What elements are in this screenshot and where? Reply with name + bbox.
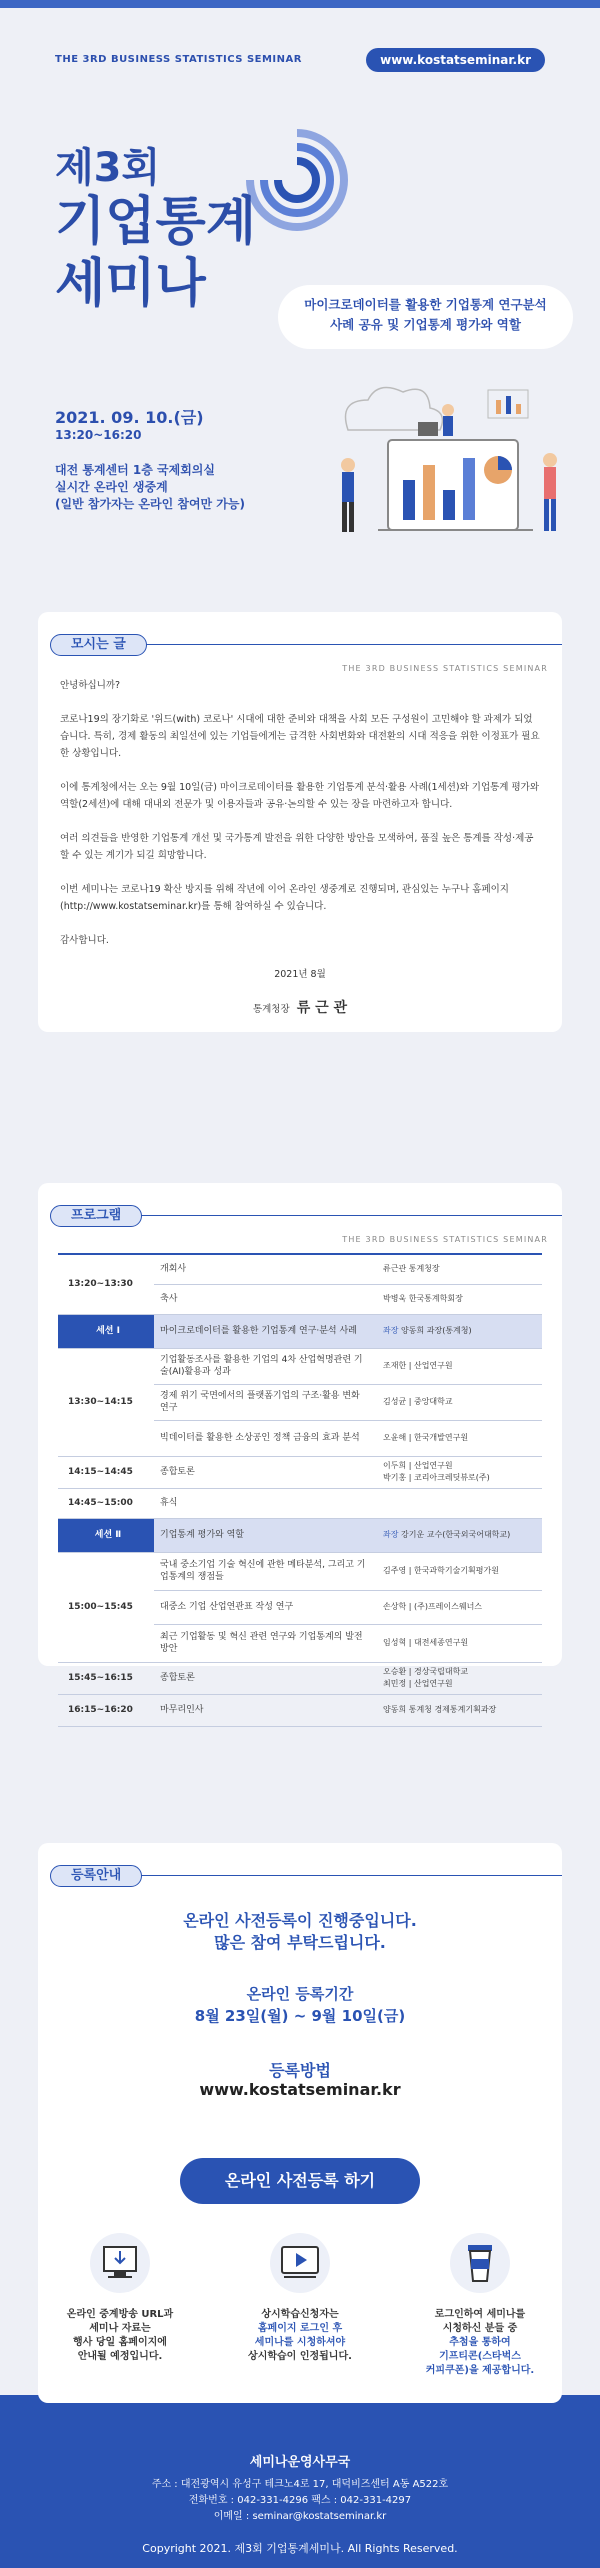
speaker-1: 오승환 | 경상국립대학교 xyxy=(383,1667,469,1676)
speaker: 박병욱 한국통계학회장 xyxy=(377,1284,542,1314)
notice-line: 세미나를 시청하셔야 xyxy=(254,2337,346,2348)
data-analysis-illustration xyxy=(318,370,578,560)
speaker: 김주영 | 한국과학기술기획평가원 xyxy=(377,1552,542,1590)
chair-tag: 좌장 xyxy=(383,1530,399,1539)
footer-address: 주소 : 대전광역시 유성구 테크노4로 17, 대덕비즈센터 A동 A522호 xyxy=(151,2479,449,2490)
time-cell: 13:20~13:30 xyxy=(58,1254,154,1314)
speaker: 임성혁 | 대전세종연구원 xyxy=(377,1624,542,1662)
notice-gift-event xyxy=(405,2308,555,2378)
greeting: 안녕하십니까? xyxy=(60,680,121,691)
main-title xyxy=(55,145,256,314)
notice-line: 기프티콘(스타벅스 xyxy=(439,2351,521,2362)
program-subheading: THE 3RD BUSINESS STATISTICS SEMINAR xyxy=(342,1235,548,1244)
table-row xyxy=(58,1662,542,1694)
event-time: 13:20~16:20 xyxy=(55,428,142,442)
session-title: 국내 중소기업 기술 혁신에 관한 메타분석, 그리고 기업통계의 쟁점들 xyxy=(154,1552,377,1590)
notice-learning-credit xyxy=(225,2308,375,2364)
notice-line: 시청하신 분들 중 xyxy=(442,2323,518,2334)
invitation-letter xyxy=(38,677,562,1018)
table-row xyxy=(58,1254,542,1284)
subtitle-line-2: 사례 공유 및 기업통계 평가와 역할 xyxy=(330,317,521,332)
session-title: 휴식 xyxy=(154,1488,377,1518)
signer-name: 류 근 관 xyxy=(296,1000,348,1016)
section-divider xyxy=(108,1215,562,1216)
letter-date: 2021년 8월 xyxy=(274,969,326,980)
notice-line: 상시학습이 인정됩니다. xyxy=(248,2351,352,2362)
speaker: 조재한 | 산업연구원 xyxy=(377,1348,542,1384)
notice-line: 로그인하여 세미나를 xyxy=(434,2309,526,2320)
invitation-card xyxy=(38,612,562,1032)
notice-line: 세미나 자료는 xyxy=(89,2323,151,2334)
session-title: 기업통계 평가와 역할 xyxy=(154,1518,377,1552)
download-monitor-icon xyxy=(90,2233,150,2293)
venue-line-2: 실시간 온라인 생중계 xyxy=(55,480,168,494)
letter-paragraph-1: 코로나19의 장기화로 '위드(with) 코로나' 시대에 대한 준비와 대책을 사회 모든 구성원이 고민해야 할 과제가 되었습니다. 특히, 경제 활동의 최일선에 있는 기업들에게는 급격한 사회변화와 대전환의 시대 적응을 위한 이정표가 필요한 상황입니다. xyxy=(60,714,540,759)
venue-line-3: (일반 참가자는 온라인 참여만 가능) xyxy=(55,497,245,511)
session-label: 세션 Ⅱ xyxy=(58,1518,154,1552)
notice-line: 안내될 예정입니다. xyxy=(77,2351,163,2362)
letter-paragraph-3: 여러 의견들을 반영한 기업통계 개선 및 국가통계 발전을 위한 다양한 방안을 모색하여, 품질 높은 통계를 작성·제공할 수 있는 계기가 되길 희망합니다. xyxy=(60,833,534,861)
section-divider xyxy=(108,1875,562,1876)
section-divider xyxy=(108,644,562,645)
concentric-arcs-graphic xyxy=(242,125,352,235)
registration-message-1: 온라인 사전등록이 진행중입니다. xyxy=(183,1911,417,1930)
title-line-3: 세미나 xyxy=(55,254,206,314)
session-title: 마이크로데이터를 활용한 기업통계 연구·분석 사례 xyxy=(154,1314,377,1348)
speaker-1: 이두희 | 산업연구원 xyxy=(383,1461,453,1470)
event-date: 2021. 09. 10.(금) xyxy=(55,408,204,427)
top-accent-bar xyxy=(0,0,600,8)
method-label: 등록방법 xyxy=(269,2061,331,2080)
footer-office: 세미나운영사무국 xyxy=(249,2455,351,2470)
table-row xyxy=(58,1456,542,1488)
time-cell: 13:30~14:15 xyxy=(58,1348,154,1456)
letter-paragraph-4: 이번 세미나는 코로나19 확산 방지를 위해 작년에 이어 온라인 생중계로 진행되며, 관심있는 누구나 홈페이지(http://www.kostatseminar.kr)를 통해 참여하실 수 있습니다. xyxy=(60,884,509,912)
speaker: 김성균 | 중앙대학교 xyxy=(377,1384,542,1420)
session-title: 종합토론 xyxy=(154,1662,377,1694)
speaker xyxy=(377,1456,542,1488)
footer-copyright: Copyright 2021. 제3회 기업통계세미나. All Rights Reserved. xyxy=(142,2542,458,2555)
invitation-subheading: THE 3RD BUSINESS STATISTICS SEMINAR xyxy=(342,664,548,673)
subtitle-pill xyxy=(278,285,573,349)
registration-period: 8월 23일(월) ~ 9월 10일(금) xyxy=(194,2007,406,2025)
speaker-2: 박기홍 | 코리아크레딧뷰로(주) xyxy=(383,1473,490,1482)
notice-line: 추첨을 통하여 xyxy=(449,2337,511,2348)
seminar-english-title: THE 3RD BUSINESS STATISTICS SEMINAR xyxy=(55,54,302,65)
registration-message-2: 많은 참여 부탁드립니다. xyxy=(214,1933,386,1952)
invitation-heading: 모시는 글 xyxy=(50,634,147,656)
footer-phone: 전화번호 : 042-331-4296 팩스 : 042-331-4297 xyxy=(188,2495,412,2506)
signer-title: 통계청장 xyxy=(252,1004,290,1015)
title-line-1: 제3회 xyxy=(55,145,161,191)
chair xyxy=(377,1314,542,1348)
notice-line: 상시학습신청자는 xyxy=(261,2309,339,2320)
period-label: 온라인 등록기간 xyxy=(246,1985,354,2003)
footer xyxy=(0,2395,600,2568)
registration-heading: 등록안내 xyxy=(50,1865,142,1887)
time-cell: 15:45~16:15 xyxy=(58,1662,154,1694)
registration-url[interactable]: www.kostatseminar.kr xyxy=(199,2080,401,2099)
session-title: 빅데이터를 활용한 소상공인 정책 금융의 효과 분석 xyxy=(154,1420,377,1456)
table-row xyxy=(58,1694,542,1726)
closing: 감사합니다. xyxy=(60,935,109,946)
speaker xyxy=(377,1488,542,1518)
time-cell: 16:15~16:20 xyxy=(58,1694,154,1726)
program-heading: 프로그램 xyxy=(50,1205,142,1227)
video-play-icon xyxy=(270,2233,330,2293)
chair-tag: 좌장 xyxy=(383,1326,399,1335)
title-line-2: 기업통계 xyxy=(55,192,256,252)
registration-header xyxy=(38,1865,562,1885)
subtitle-line-1: 마이크로데이터를 활용한 기업통계 연구분석 xyxy=(304,297,547,312)
time-cell: 14:45~15:00 xyxy=(58,1488,154,1518)
notice-line: 온라인 중계방송 URL과 xyxy=(66,2309,174,2320)
venue-line-1: 대전 통계센터 1층 국제회의실 xyxy=(55,463,215,477)
speaker-2: 최민정 | 산업연구원 xyxy=(383,1679,453,1688)
speaker: 오윤해 | 한국개발연구원 xyxy=(377,1420,542,1456)
table-row xyxy=(58,1552,542,1590)
session-title: 최근 기업활동 및 혁신 관련 연구와 기업통계의 발전 방안 xyxy=(154,1624,377,1662)
letter-paragraph-2: 이에 통계청에서는 오는 9월 10일(금) 마이크로데이터를 활용한 기업통계 분석·활용 사례(1세션)와 기업통계 평가와 역할(2세션)에 대해 대내외 전문가 및 이용자들과 공유·논의할 수 있는 장을 마련하고자 합니다. xyxy=(60,782,540,810)
notice-streaming xyxy=(45,2308,195,2364)
notice-line: 홈페이지 로그인 후 xyxy=(257,2323,343,2334)
session-label: 세션 Ⅰ xyxy=(58,1314,154,1348)
coffee-cup-icon xyxy=(450,2233,510,2293)
speaker xyxy=(377,1662,542,1694)
venue-info xyxy=(55,462,245,513)
notice-line: 행사 당일 홈페이지에 xyxy=(73,2337,167,2348)
chair-name: 강기운 교수(한국외국어대학교) xyxy=(401,1530,511,1539)
hero-header xyxy=(55,48,545,78)
speaker: 양동희 통계청 경제통계기획과장 xyxy=(377,1694,542,1726)
time-cell: 14:15~14:45 xyxy=(58,1456,154,1488)
session-title: 경제 위기 국면에서의 플랫폼기업의 구조·활용 변화 연구 xyxy=(154,1384,377,1420)
session-1-row xyxy=(58,1314,542,1348)
chair-name: 양동희 과장(통계청) xyxy=(401,1326,472,1335)
footer-email: 이메일 : seminar@kostatseminar.kr xyxy=(213,2511,387,2522)
session-title: 축사 xyxy=(154,1284,377,1314)
session-2-row xyxy=(58,1518,542,1552)
chair xyxy=(377,1518,542,1552)
notice-line: 커피쿠폰)을 제공합니다. xyxy=(425,2365,535,2376)
speaker: 손상학 | (주)프레이스웨너스 xyxy=(377,1590,542,1624)
session-title: 개회사 xyxy=(154,1254,377,1284)
session-title: 종합토론 xyxy=(154,1456,377,1488)
session-title: 대중소 기업 산업연관표 작성 연구 xyxy=(154,1590,377,1624)
session-title: 마무리인사 xyxy=(154,1694,377,1726)
table-row xyxy=(58,1348,542,1384)
website-link[interactable]: www.kostatseminar.kr xyxy=(366,48,545,72)
invitation-header xyxy=(38,634,562,673)
signature xyxy=(60,1000,540,1018)
speaker: 류근관 통계청장 xyxy=(377,1254,542,1284)
program-header xyxy=(38,1205,562,1244)
session-title: 기업활동조사를 활용한 기업의 4차 산업혁명관련 기술(AI)활용과 성과 xyxy=(154,1348,377,1384)
program-table xyxy=(58,1253,542,1727)
table-row xyxy=(58,1488,542,1518)
online-registration-button[interactable]: 온라인 사전등록 하기 xyxy=(180,2158,420,2204)
program-card xyxy=(38,1183,562,1715)
registration-card xyxy=(38,1843,562,2403)
time-cell: 15:00~15:45 xyxy=(58,1552,154,1662)
